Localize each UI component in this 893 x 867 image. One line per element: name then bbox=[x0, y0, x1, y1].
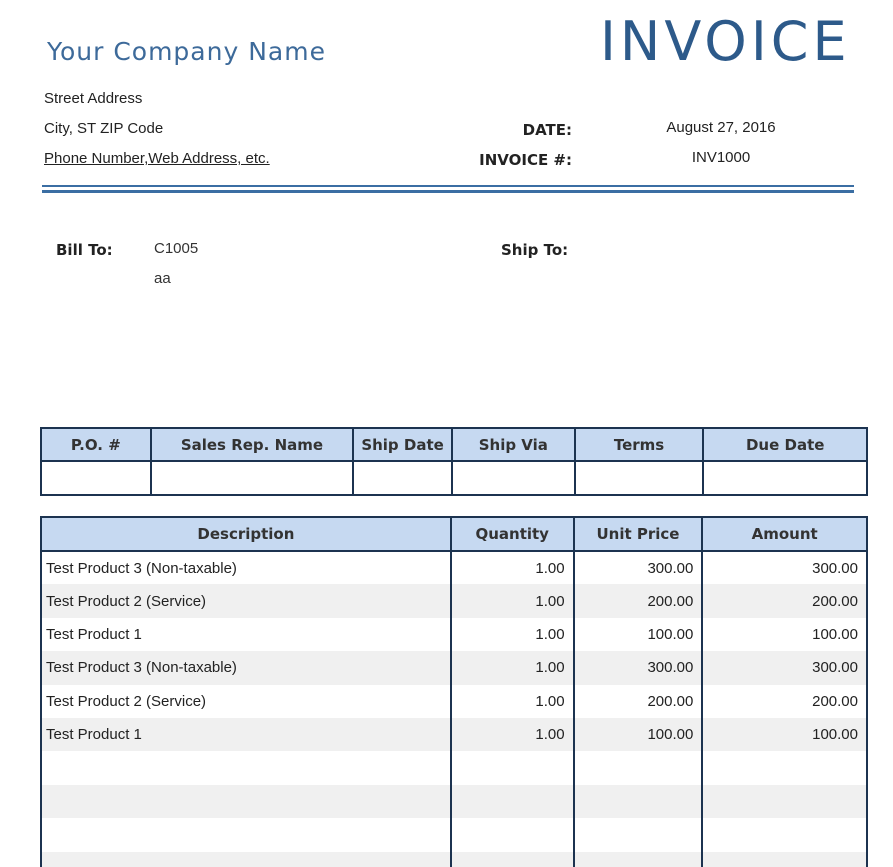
sales-rep-header: Sales Rep. Name bbox=[151, 428, 353, 461]
description-cell: Test Product 2 (Service) bbox=[41, 584, 451, 617]
invoice-number-label: INVOICE #: bbox=[479, 151, 572, 169]
table-row bbox=[41, 618, 867, 651]
date-value: August 27, 2016 bbox=[666, 119, 776, 136]
po-number-header: P.O. # bbox=[41, 428, 151, 461]
invoice-number-value: INV1000 bbox=[691, 149, 751, 166]
quantity-cell: 1.00 bbox=[451, 551, 574, 584]
quantity-cell: 1.00 bbox=[451, 718, 574, 751]
unit-price-cell: 100.00 bbox=[574, 718, 703, 751]
bill-to-label: Bill To: bbox=[56, 241, 113, 259]
ship-to-label: Ship To: bbox=[501, 241, 569, 259]
table-row bbox=[41, 751, 867, 784]
amount-cell bbox=[702, 818, 867, 851]
description-cell: Test Product 3 (Non-taxable) bbox=[46, 559, 237, 577]
description-header: Description bbox=[41, 517, 451, 551]
table-row bbox=[41, 651, 867, 684]
unit-price-cell bbox=[574, 751, 703, 784]
unit-price-cell bbox=[574, 785, 703, 818]
ship-date-cell bbox=[353, 461, 452, 495]
unit-price-header: Unit Price bbox=[574, 517, 703, 551]
table-row bbox=[41, 551, 867, 584]
date-label: DATE: bbox=[522, 121, 572, 139]
terms-header: Terms bbox=[575, 428, 704, 461]
table-row bbox=[41, 718, 867, 751]
unit-price-cell: 200.00 bbox=[574, 685, 703, 718]
unit-price-cell bbox=[574, 852, 703, 867]
po-number-cell bbox=[41, 461, 151, 495]
amount-cell: 100.00 bbox=[702, 718, 867, 751]
description-cell: Test Product 2 (Service) bbox=[46, 692, 207, 710]
table-row bbox=[41, 852, 867, 867]
unit-price-cell: 300.00 bbox=[574, 651, 703, 684]
company-name: Your Company Name bbox=[47, 37, 326, 66]
terms-cell bbox=[575, 461, 704, 495]
order-info-header-row bbox=[41, 428, 867, 461]
sales-rep-cell bbox=[151, 461, 353, 495]
city-state-zip: City, ST ZIP Code bbox=[44, 120, 164, 137]
ship-via-header: Ship Via bbox=[452, 428, 575, 461]
quantity-cell bbox=[451, 751, 574, 784]
amount-cell bbox=[702, 852, 867, 867]
quantity-cell: 1.00 bbox=[451, 651, 574, 684]
bill-to-line: aa bbox=[154, 270, 171, 287]
amount-cell: 100.00 bbox=[702, 618, 867, 651]
quantity-cell: 1.00 bbox=[451, 618, 574, 651]
unit-price-cell: 100.00 bbox=[574, 618, 703, 651]
quantity-cell: 1.00 bbox=[451, 584, 574, 617]
amount-cell: 300.00 bbox=[702, 651, 867, 684]
description-cell: Test Product 1 bbox=[46, 625, 142, 643]
amount-cell: 200.00 bbox=[702, 584, 867, 617]
description-cell bbox=[41, 852, 451, 867]
contact-info: Phone Number,Web Address, etc. bbox=[44, 150, 270, 167]
table-row bbox=[41, 818, 867, 851]
quantity-cell bbox=[451, 785, 574, 818]
description-cell bbox=[41, 818, 451, 851]
order-info-value-row bbox=[41, 461, 867, 495]
amount-cell: 300.00 bbox=[702, 551, 867, 584]
bill-to-line: C1005 bbox=[154, 240, 199, 257]
amount-cell bbox=[702, 751, 867, 784]
amount-cell: 200.00 bbox=[702, 685, 867, 718]
line-items-table bbox=[40, 516, 868, 867]
line-items-header-row bbox=[41, 517, 867, 551]
amount-cell bbox=[702, 785, 867, 818]
description-cell: Test Product 1 bbox=[41, 718, 451, 751]
unit-price-cell: 300.00 bbox=[574, 551, 703, 584]
invoice-title: INVOICE bbox=[600, 10, 851, 73]
quantity-cell bbox=[451, 818, 574, 851]
ship-via-cell bbox=[452, 461, 575, 495]
description-cell bbox=[41, 785, 451, 818]
street-address: Street Address bbox=[44, 90, 143, 107]
order-info-table bbox=[40, 427, 868, 496]
ship-date-header: Ship Date bbox=[353, 428, 452, 461]
unit-price-cell bbox=[574, 818, 703, 851]
table-row bbox=[41, 584, 867, 617]
amount-header: Amount bbox=[702, 517, 867, 551]
quantity-cell bbox=[451, 852, 574, 867]
description-cell bbox=[41, 751, 451, 784]
quantity-cell: 1.00 bbox=[451, 685, 574, 718]
unit-price-cell: 200.00 bbox=[574, 584, 703, 617]
table-row bbox=[41, 785, 867, 818]
description-cell: Test Product 3 (Non-taxable) bbox=[41, 651, 451, 684]
due-date-cell bbox=[703, 461, 867, 495]
due-date-header: Due Date bbox=[703, 428, 867, 461]
table-row bbox=[41, 685, 867, 718]
header-divider-bottom bbox=[42, 190, 854, 193]
header-divider-top bbox=[42, 185, 854, 187]
quantity-header: Quantity bbox=[451, 517, 574, 551]
